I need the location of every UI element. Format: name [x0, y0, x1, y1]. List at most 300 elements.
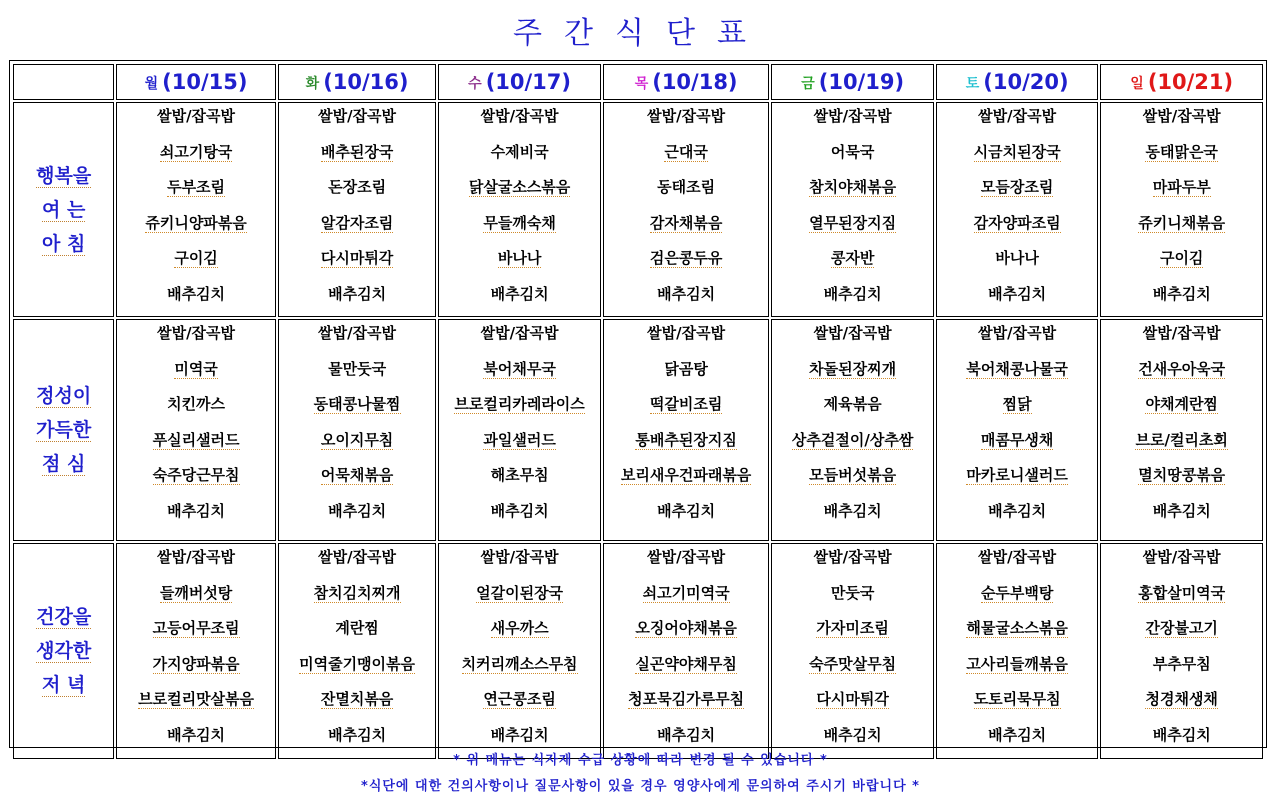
- menu-item: [772, 544, 933, 580]
- menu-item-text: 바나나: [497, 249, 542, 267]
- menu-item: [439, 651, 600, 687]
- menu-item: [439, 498, 600, 534]
- menu-item: [772, 651, 933, 687]
- menu-item-text: 배추김치: [657, 284, 716, 303]
- menu-item-text: 쌀밥/잡곡밥: [157, 324, 236, 342]
- menu-item-text: 배추김치: [167, 725, 226, 744]
- header-row: [13, 64, 1263, 100]
- menu-item-text: 고사리들깨볶음: [966, 654, 1068, 673]
- menu-item-text: 실곤약야채무침: [635, 654, 737, 673]
- menu-item-text: 수제비국: [490, 142, 549, 161]
- menu-item-text: 배추김치: [823, 284, 882, 303]
- menu-item-text: 다시마튀각: [816, 690, 889, 708]
- menu-item-text: 어묵국: [830, 142, 875, 161]
- menu-cell: [771, 102, 934, 317]
- menu-item-text: 쌀밥/잡곡밥: [318, 107, 397, 125]
- menu-item-text: 쌀밥/잡곡밥: [1142, 324, 1221, 342]
- menu-item: [1101, 391, 1262, 427]
- menu-item: [439, 391, 600, 427]
- menu-item: [279, 281, 436, 317]
- menu-item-text: 쌀밥/잡곡밥: [1142, 107, 1221, 125]
- menu-item-text: 쌀밥/잡곡밥: [480, 324, 559, 342]
- menu-item-text: 쌀밥/잡곡밥: [157, 548, 236, 566]
- menu-item: [937, 462, 1098, 498]
- menu-item-text: 미역줄기맹이볶음: [299, 654, 416, 673]
- menu-item: [937, 210, 1098, 246]
- menu-item-text: 배추김치: [490, 284, 549, 303]
- menu-item: [117, 210, 275, 246]
- menu-item: [279, 320, 436, 356]
- day-date: (10/19): [818, 70, 905, 94]
- menu-item: [604, 651, 769, 687]
- menu-item: [439, 615, 600, 651]
- menu-item-text: 쌀밥/잡곡밥: [157, 107, 236, 125]
- menu-item: [439, 427, 600, 463]
- menu-item-text: 배추된장국: [320, 142, 394, 161]
- meal-label-line: 행복을: [36, 164, 92, 187]
- menu-item: [1101, 462, 1262, 498]
- menu-item-text: 홍합살미역국: [1138, 583, 1226, 602]
- menu-item: [279, 580, 436, 616]
- menu-item: [279, 210, 436, 246]
- menu-item: [772, 615, 933, 651]
- menu-item: [117, 686, 275, 722]
- menu-item-text: 마카로니샐러드: [966, 466, 1068, 484]
- menu-item: [279, 544, 436, 580]
- menu-item-text: 쌀밥/잡곡밥: [647, 107, 726, 125]
- menu-item-text: 치커리깨소스무침: [461, 654, 578, 673]
- menu-item: [117, 174, 275, 210]
- menu-item: [937, 103, 1098, 139]
- menu-item-text: 쌀밥/잡곡밥: [318, 548, 397, 566]
- menu-item-text: 도토리묵무침: [973, 690, 1061, 708]
- menu-item: [937, 580, 1098, 616]
- menu-item: [937, 320, 1098, 356]
- day-header: [116, 64, 276, 100]
- menu-item: [439, 544, 600, 580]
- menu-item-text: 콩자반: [830, 249, 875, 267]
- menu-item: [117, 615, 275, 651]
- page-title: 주간식단표: [513, 16, 768, 51]
- menu-cell: [438, 102, 601, 317]
- menu-item: [772, 139, 933, 175]
- menu-item: [772, 498, 933, 534]
- menu-item: [1101, 174, 1262, 210]
- menu-item: [604, 139, 769, 175]
- menu-item-text: 떡갈비조림: [649, 395, 723, 413]
- menu-item-text: 순두부백탕: [980, 583, 1054, 602]
- menu-item: [117, 580, 275, 616]
- menu-item-text: 해물굴소스볶음: [966, 619, 1068, 637]
- meal-label-line: 여 는: [41, 198, 86, 221]
- day-badge-icon: 수: [468, 76, 482, 92]
- day-date: (10/16): [323, 70, 409, 94]
- meal-label-line: 정성이: [36, 385, 92, 407]
- menu-item-text: 제육볶음: [823, 395, 882, 413]
- menu-item: [772, 686, 933, 722]
- day-date: (10/18): [652, 70, 738, 94]
- menu-item: [1101, 427, 1262, 463]
- day-date: (10/20): [983, 70, 1069, 94]
- menu-item: [604, 391, 769, 427]
- menu-item: [604, 580, 769, 616]
- menu-item-text: 미역국: [174, 359, 218, 378]
- menu-item-text: 쇠고기미역국: [642, 583, 730, 602]
- menu-item-text: 치킨까스: [167, 395, 226, 413]
- menu-item: [937, 498, 1098, 534]
- menu-item: [937, 356, 1098, 392]
- menu-item-text: 쥬키니양파볶음: [145, 213, 247, 232]
- menu-item-text: 시금치된장국: [973, 142, 1061, 161]
- menu-item: [117, 462, 275, 498]
- menu-item-text: 청포묵김가루무침: [628, 690, 745, 708]
- menu-item: [772, 103, 933, 139]
- menu-cell: [936, 102, 1099, 317]
- menu-item: [279, 427, 436, 463]
- menu-item: [279, 651, 436, 687]
- menu-item-text: 얼갈이된장국: [476, 583, 564, 602]
- meal-label-line: 생각한: [36, 640, 92, 662]
- menu-item-text: 감자채볶음: [649, 213, 723, 232]
- menu-item-text: 쌀밥/잡곡밥: [978, 548, 1057, 566]
- day-date: (10/17): [485, 70, 571, 94]
- menu-item-text: 동태조림: [657, 178, 716, 196]
- menu-item-text: 쥬키니채볶음: [1138, 213, 1226, 232]
- menu-item: [1101, 210, 1262, 246]
- menu-item: [279, 139, 436, 175]
- menu-item-text: 배추김치: [988, 725, 1047, 744]
- meal-label-line: 건강을: [36, 606, 92, 628]
- menu-item: [117, 498, 275, 534]
- menu-item-text: 숙주당근무침: [152, 466, 240, 484]
- day-badge-icon: 월: [144, 76, 159, 92]
- menu-item-text: 배추김치: [657, 725, 716, 744]
- menu-item: [279, 245, 436, 281]
- menu-item-text: 쌀밥/잡곡밥: [480, 107, 559, 125]
- menu-item: [117, 281, 275, 317]
- menu-item-text: 모듬버섯볶음: [809, 466, 897, 484]
- menu-item: [279, 356, 436, 392]
- day-badge-icon: 화: [305, 76, 320, 92]
- menu-item-text: 배추김치: [328, 725, 387, 744]
- menu-item: [937, 391, 1098, 427]
- menu-item-text: 구이김: [1159, 249, 1204, 267]
- menu-item: [439, 103, 600, 139]
- menu-item: [1101, 498, 1262, 534]
- menu-item-text: 동태맑은국: [1145, 142, 1218, 161]
- menu-cell: [116, 319, 276, 541]
- weekly-menu-table: [11, 62, 1265, 761]
- menu-item-text: 쌀밥/잡곡밥: [978, 107, 1057, 125]
- meal-label: [13, 543, 114, 759]
- menu-cell: [603, 102, 770, 317]
- menu-item: [117, 651, 275, 687]
- menu-item: [604, 544, 769, 580]
- menu-cell: [278, 102, 437, 317]
- menu-item-text: 배추김치: [328, 284, 387, 303]
- menu-cell: [1100, 319, 1263, 541]
- menu-item: [1101, 544, 1262, 580]
- menu-item: [604, 462, 769, 498]
- menu-item-text: 배추김치: [823, 501, 882, 520]
- menu-item-text: 참치야채볶음: [809, 178, 897, 196]
- menu-item-text: 계란찜: [335, 619, 379, 637]
- menu-item: [937, 544, 1098, 580]
- meal-row: [13, 319, 1263, 541]
- day-badge-icon: 토: [965, 76, 980, 92]
- menu-item-text: 간장불고기: [1145, 619, 1218, 637]
- menu-item: [1101, 686, 1262, 722]
- menu-item-text: 배추김치: [1152, 501, 1211, 520]
- menu-item-text: 검은콩두유: [649, 249, 723, 267]
- meal-label-line: 점 심: [41, 453, 86, 475]
- menu-item-text: 쌀밥/잡곡밥: [978, 324, 1057, 342]
- menu-item: [937, 245, 1098, 281]
- menu-item: [279, 174, 436, 210]
- menu-cell: [278, 543, 437, 759]
- day-header: [771, 64, 934, 100]
- menu-item: [117, 139, 275, 175]
- menu-item: [772, 580, 933, 616]
- menu-cell: [278, 319, 437, 541]
- menu-item: [772, 210, 933, 246]
- menu-item: [279, 103, 436, 139]
- menu-item-text: 매콤무생채: [980, 430, 1054, 449]
- menu-item: [1101, 103, 1262, 139]
- menu-item-text: 멸치땅콩볶음: [1138, 466, 1226, 484]
- menu-item-text: 들깨버섯탕: [159, 583, 233, 602]
- menu-cell: [1100, 102, 1263, 317]
- menu-item: [439, 462, 600, 498]
- menu-item: [279, 498, 436, 534]
- menu-item: [279, 391, 436, 427]
- menu-item: [937, 615, 1098, 651]
- menu-item: [604, 686, 769, 722]
- menu-item: [604, 356, 769, 392]
- menu-item-text: 상추겉절이/상추쌈: [791, 430, 914, 449]
- menu-item: [1101, 320, 1262, 356]
- menu-item-text: 배추김치: [167, 284, 226, 303]
- menu-item-text: 부추무침: [1152, 654, 1211, 673]
- day-date: (10/21): [1147, 70, 1234, 94]
- menu-item-text: 푸실리샐러드: [152, 430, 240, 449]
- menu-item: [117, 427, 275, 463]
- menu-item: [279, 462, 436, 498]
- menu-item: [772, 462, 933, 498]
- menu-item: [604, 210, 769, 246]
- menu-item-text: 바나나: [995, 249, 1039, 267]
- menu-item: [439, 210, 600, 246]
- menu-item-text: 동태콩나물찜: [313, 395, 401, 413]
- menu-item-text: 청경채생채: [1145, 690, 1218, 708]
- menu-item-text: 배추김치: [657, 501, 716, 520]
- menu-item: [117, 391, 275, 427]
- menu-item-text: 마파두부: [1152, 178, 1211, 196]
- menu-item-text: 가자미조림: [816, 619, 889, 637]
- menu-item: [604, 245, 769, 281]
- menu-item-text: 브로/컬리초회: [1135, 430, 1228, 449]
- menu-cell: [771, 543, 934, 759]
- menu-item: [279, 686, 436, 722]
- menu-item-text: 근대국: [664, 142, 708, 161]
- menu-cell: [438, 543, 601, 759]
- corner-cell: [13, 64, 114, 100]
- menu-item-text: 참치김치찌개: [313, 583, 401, 602]
- menu-item: [604, 174, 769, 210]
- menu-cell: [438, 319, 601, 541]
- menu-item: [604, 427, 769, 463]
- meal-label: [13, 319, 114, 541]
- menu-cell: [936, 543, 1099, 759]
- menu-item: [1101, 139, 1262, 175]
- menu-item: [772, 281, 933, 317]
- menu-item-text: 과일샐러드: [483, 430, 556, 449]
- menu-cell: [603, 319, 770, 541]
- menu-item-text: 배추김치: [328, 501, 387, 520]
- menu-item: [439, 174, 600, 210]
- menu-item-text: 어묵채볶음: [320, 466, 394, 484]
- contact-notice: *식단에 대한 건의사항이나 질문사항이 있을 경우 영양사에게 문의하여 주시기 바랍니다 *: [361, 779, 920, 794]
- menu-change-notice: * 위 메뉴는 식자재 수급 상황에 따라 변경 될 수 있습니다 *: [453, 753, 828, 768]
- menu-item-text: 쌀밥/잡곡밥: [813, 107, 892, 125]
- menu-item: [1101, 580, 1262, 616]
- menu-item-text: 쌀밥/잡곡밥: [647, 548, 726, 566]
- meal-label-line: 저 녁: [41, 674, 86, 696]
- menu-item-text: 만둣국: [830, 583, 875, 602]
- menu-item-text: 배추김치: [167, 501, 226, 520]
- menu-item-text: 배추김치: [823, 725, 882, 744]
- meal-label-line: 가득한: [36, 419, 92, 441]
- menu-item-text: 알감자조림: [320, 213, 394, 232]
- menu-item-text: 브로컬리카레라이스: [454, 395, 585, 413]
- menu-item-text: 쇠고기탕국: [159, 142, 233, 161]
- day-badge-icon: 일: [1130, 76, 1144, 92]
- menu-item-text: 쌀밥/잡곡밥: [318, 324, 397, 342]
- menu-item-text: 오이지무침: [320, 430, 394, 449]
- menu-item: [439, 580, 600, 616]
- menu-item: [439, 245, 600, 281]
- menu-item: [937, 651, 1098, 687]
- menu-item: [772, 245, 933, 281]
- menu-item-text: 북어채콩나물국: [966, 359, 1068, 378]
- menu-item: [439, 686, 600, 722]
- menu-item-text: 무들깨숙채: [483, 213, 556, 232]
- menu-item-text: 찜닭: [1002, 395, 1032, 413]
- day-header: [438, 64, 601, 100]
- menu-item-text: 쌀밥/잡곡밥: [647, 324, 726, 342]
- menu-item: [772, 320, 933, 356]
- menu-item: [1101, 281, 1262, 317]
- menu-item-text: 배추김치: [1152, 725, 1211, 744]
- menu-item-text: 차돌된장찌개: [809, 359, 897, 378]
- menu-item-text: 감자양파조림: [973, 213, 1061, 232]
- day-date: (10/15): [162, 70, 248, 94]
- day-badge-icon: 목: [634, 76, 649, 92]
- menu-cell: [603, 543, 770, 759]
- meal-row: [13, 543, 1263, 759]
- menu-item-text: 연근콩조림: [483, 690, 556, 708]
- menu-item: [937, 427, 1098, 463]
- menu-cell: [771, 319, 934, 541]
- menu-item-text: 쌀밥/잡곡밥: [813, 324, 892, 342]
- day-header: [278, 64, 437, 100]
- menu-item-text: 쌀밥/잡곡밥: [480, 548, 559, 566]
- day-header: [1100, 64, 1263, 100]
- menu-item: [439, 139, 600, 175]
- menu-item: [439, 356, 600, 392]
- menu-item-text: 열무된장지짐: [809, 213, 897, 232]
- menu-item: [604, 281, 769, 317]
- menu-item: [1101, 356, 1262, 392]
- menu-item-text: 쌀밥/잡곡밥: [813, 548, 892, 566]
- menu-item-text: 잔멸치볶음: [320, 690, 394, 708]
- menu-item: [604, 498, 769, 534]
- menu-item: [439, 320, 600, 356]
- day-header: [936, 64, 1099, 100]
- menu-item-text: 배추김치: [988, 501, 1047, 520]
- menu-item: [772, 174, 933, 210]
- menu-item-text: 배추김치: [988, 284, 1047, 303]
- menu-item-text: 야채계란찜: [1145, 395, 1218, 413]
- day-badge-icon: 금: [801, 76, 815, 92]
- meal-row: [13, 102, 1263, 317]
- menu-item-text: 해초무침: [490, 466, 549, 484]
- day-header: [603, 64, 770, 100]
- menu-item: [604, 103, 769, 139]
- menu-item-text: 모듬장조림: [980, 178, 1054, 196]
- menu-item-text: 닭살굴소스볶음: [468, 178, 571, 196]
- menu-item: [604, 615, 769, 651]
- menu-item: [117, 103, 275, 139]
- menu-item-text: 건새우아욱국: [1138, 359, 1226, 378]
- menu-item: [604, 320, 769, 356]
- menu-item-text: 브로컬리맛살볶음: [138, 690, 255, 708]
- meal-label: [13, 102, 114, 317]
- menu-item-text: 쌀밥/잡곡밥: [1142, 548, 1221, 566]
- menu-item-text: 배추김치: [1152, 284, 1211, 303]
- menu-item-text: 두부조림: [167, 178, 226, 196]
- menu-cell: [116, 543, 276, 759]
- menu-item: [117, 245, 275, 281]
- menu-item-text: 구이김: [174, 249, 218, 267]
- menu-cell: [1100, 543, 1263, 759]
- menu-item: [1101, 245, 1262, 281]
- menu-item-text: 오징어야채볶음: [635, 619, 737, 637]
- menu-item: [772, 427, 933, 463]
- menu-item-text: 가지양파볶음: [152, 654, 240, 673]
- menu-item-text: 보리새우건파래볶음: [620, 466, 752, 484]
- menu-item: [937, 174, 1098, 210]
- menu-item-text: 물만둣국: [328, 359, 387, 378]
- menu-item: [1101, 615, 1262, 651]
- menu-item: [772, 391, 933, 427]
- menu-item: [1101, 651, 1262, 687]
- menu-item: [937, 686, 1098, 722]
- menu-item: [772, 356, 933, 392]
- menu-item-text: 배추김치: [490, 725, 549, 744]
- menu-item-text: 다시마튀각: [320, 249, 394, 267]
- menu-item: [937, 139, 1098, 175]
- menu-item: [937, 281, 1098, 317]
- menu-item-text: 북어채무국: [483, 359, 556, 378]
- menu-item-text: 통배추된장지짐: [635, 430, 737, 449]
- menu-item: [117, 320, 275, 356]
- meal-label-line: 아 침: [41, 232, 86, 255]
- menu-cell: [116, 102, 276, 317]
- menu-item-text: 배추김치: [490, 501, 549, 520]
- menu-item: [117, 356, 275, 392]
- menu-item-text: 새우까스: [490, 619, 549, 637]
